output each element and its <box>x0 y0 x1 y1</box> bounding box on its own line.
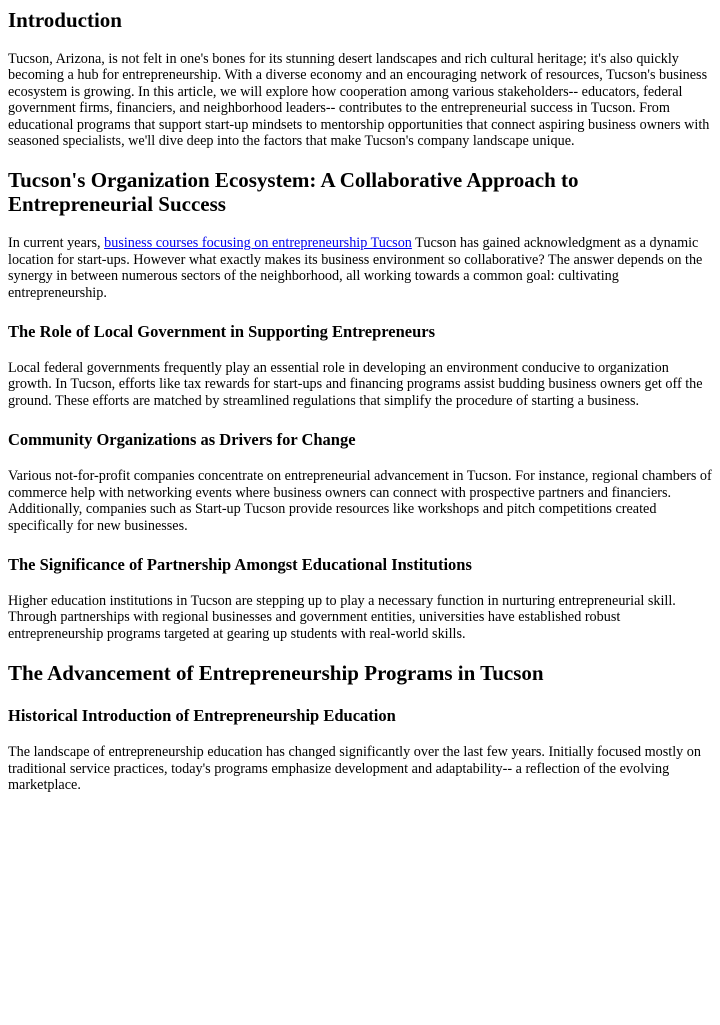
advancement-heading: The Advancement of Entrepreneurship Programs in Tucson <box>8 661 544 686</box>
entrepreneurship-courses-link[interactable]: business courses focusing on entrepreneurship Tucson <box>104 235 412 252</box>
ecosystem-heading: Tucson's Organization Ecosystem: A Collaborative Approach to Entrepreneurial Success <box>8 168 579 217</box>
government-paragraph: Local federal governments frequently play an essential role in developing an environment conducive to organization growth. In Tucson, efforts like tax rewards for start-ups and financing programs assist budding business owners get off the ground. These efforts are matched by streamlined regulations that simplify the procedure of starting a business. <box>8 360 703 409</box>
article <box>0 8 720 793</box>
ecosystem-text-before-link: In current years, <box>8 235 105 252</box>
intro-heading: Introduction <box>8 8 122 32</box>
education-heading: The Significance of Partnership Amongst Educational Institutions <box>8 554 472 574</box>
community-paragraph: Various not-for-profit companies concentrate on entrepreneurial advancement in Tucson. For instance, regional chambers of commerce help with networking events where business owners can connect with prospective partners and financiers. Additionally, companies such as Start-up Tucson provide resources like workshops and pitch competitions created specifically for new businesses. <box>8 468 712 534</box>
government-heading: The Role of Local Government in Supporting Entrepreneurs <box>8 322 436 342</box>
community-heading: Community Organizations as Drivers for Change <box>8 430 356 450</box>
intro-paragraph: Tucson, Arizona, is not felt in one's bones for its stunning desert landscapes and rich cultural heritage; it's also quickly becoming a hub for entrepreneurship. With a diverse economy and an encouraging network of resources, Tucson's business ecosystem is growing. In this article, we will explore how cooperation among various stakeholders-- educators, federal government firms, financiers, and neighborhood leaders-- contributes to the entrepreneurial success in Tucson. From educational programs that support start-up mindsets to mentorship opportunities that connect aspiring business owners with seasoned specialists, we'll dive deep into the factors that make Tucson's company landscape unique. <box>8 51 710 150</box>
education-paragraph: Higher education institutions in Tucson are stepping up to play a necessary function in nurturing entrepreneurial skill. Through partnerships with regional businesses and government entities, universities have established robust entrepreneurship programs targeted at gearing up students with real-world skills. <box>8 592 676 642</box>
history-heading: Historical Introduction of Entrepreneurship Education <box>8 706 396 726</box>
ecosystem-paragraph <box>8 235 712 301</box>
history-paragraph: The landscape of entrepreneurship education has changed significantly over the last few years. Initially focused mostly on traditional service practices, today's programs emphasize development and adaptability-- a reflection of the evolving marketplace. <box>8 744 701 793</box>
ecosystem-text-after-link: Tucson has gained acknowledgment as a dynamic location for start-ups. However what exactly makes its business environment so collaborative? The answer depends on the synergy in between numerous sectors of the neighborhood, all working towards a common goal: cultivating entrepreneurship. <box>8 235 703 301</box>
